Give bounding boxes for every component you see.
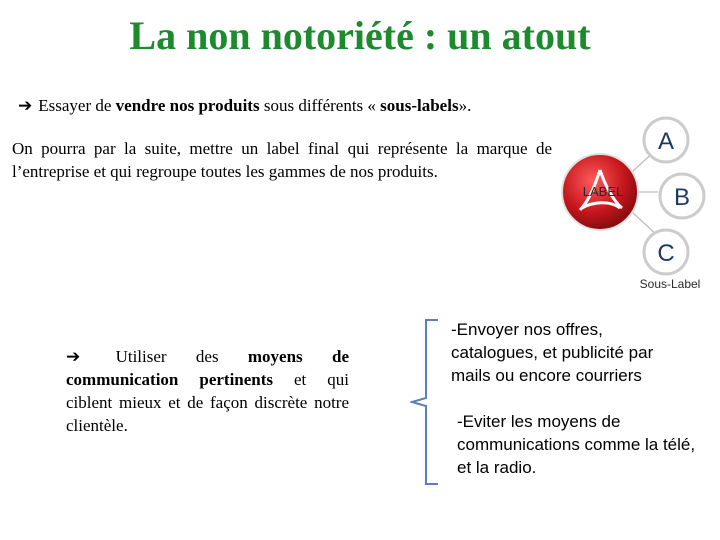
bullet2-bold: moyens de communication pertinents — [66, 347, 349, 389]
label-logo-diagram — [560, 112, 710, 297]
sub-label-a-text: A — [657, 128, 675, 155]
bullet-communication — [66, 345, 349, 437]
bullet2-post: et qui ciblent mieux et de façon discrète notre clientèle. — [66, 370, 349, 435]
right-item-avoid-media: -Eviter les moyens de communications comme la télé, et la radio. — [457, 412, 696, 477]
bullet-sell-products — [18, 96, 471, 116]
logo-center-label: LABEL — [582, 184, 624, 199]
arrow-right-icon: ➔ — [18, 96, 33, 115]
arrow-right-icon: ➔ — [66, 347, 81, 366]
bullet1-pre: Essayer de — [38, 96, 116, 115]
bullet1-bold2: sous-labels — [380, 96, 459, 115]
paragraph-final-label: On pourra par la suite, mettre un label final qui représente la marque de l’entreprise et qui regroupe toutes les gammes de nos produits. — [12, 139, 552, 181]
right-item-offers: -Envoyer nos offres, catalogues, et publicité par mails ou encore courriers — [451, 320, 654, 385]
curly-bracket — [410, 318, 440, 486]
sub-label-b-text: B — [673, 184, 691, 211]
bullet1-bold1: vendre nos produits — [115, 96, 260, 115]
bullet2-pre: Utiliser des — [86, 347, 248, 366]
bullet1-post: ». — [458, 96, 472, 115]
bullet1-mid: sous différents « — [259, 96, 381, 115]
sub-label-c-text: C — [657, 240, 675, 267]
page-title: La non notoriété : un atout — [129, 13, 591, 58]
sub-label-caption: Sous-Label — [639, 277, 701, 291]
